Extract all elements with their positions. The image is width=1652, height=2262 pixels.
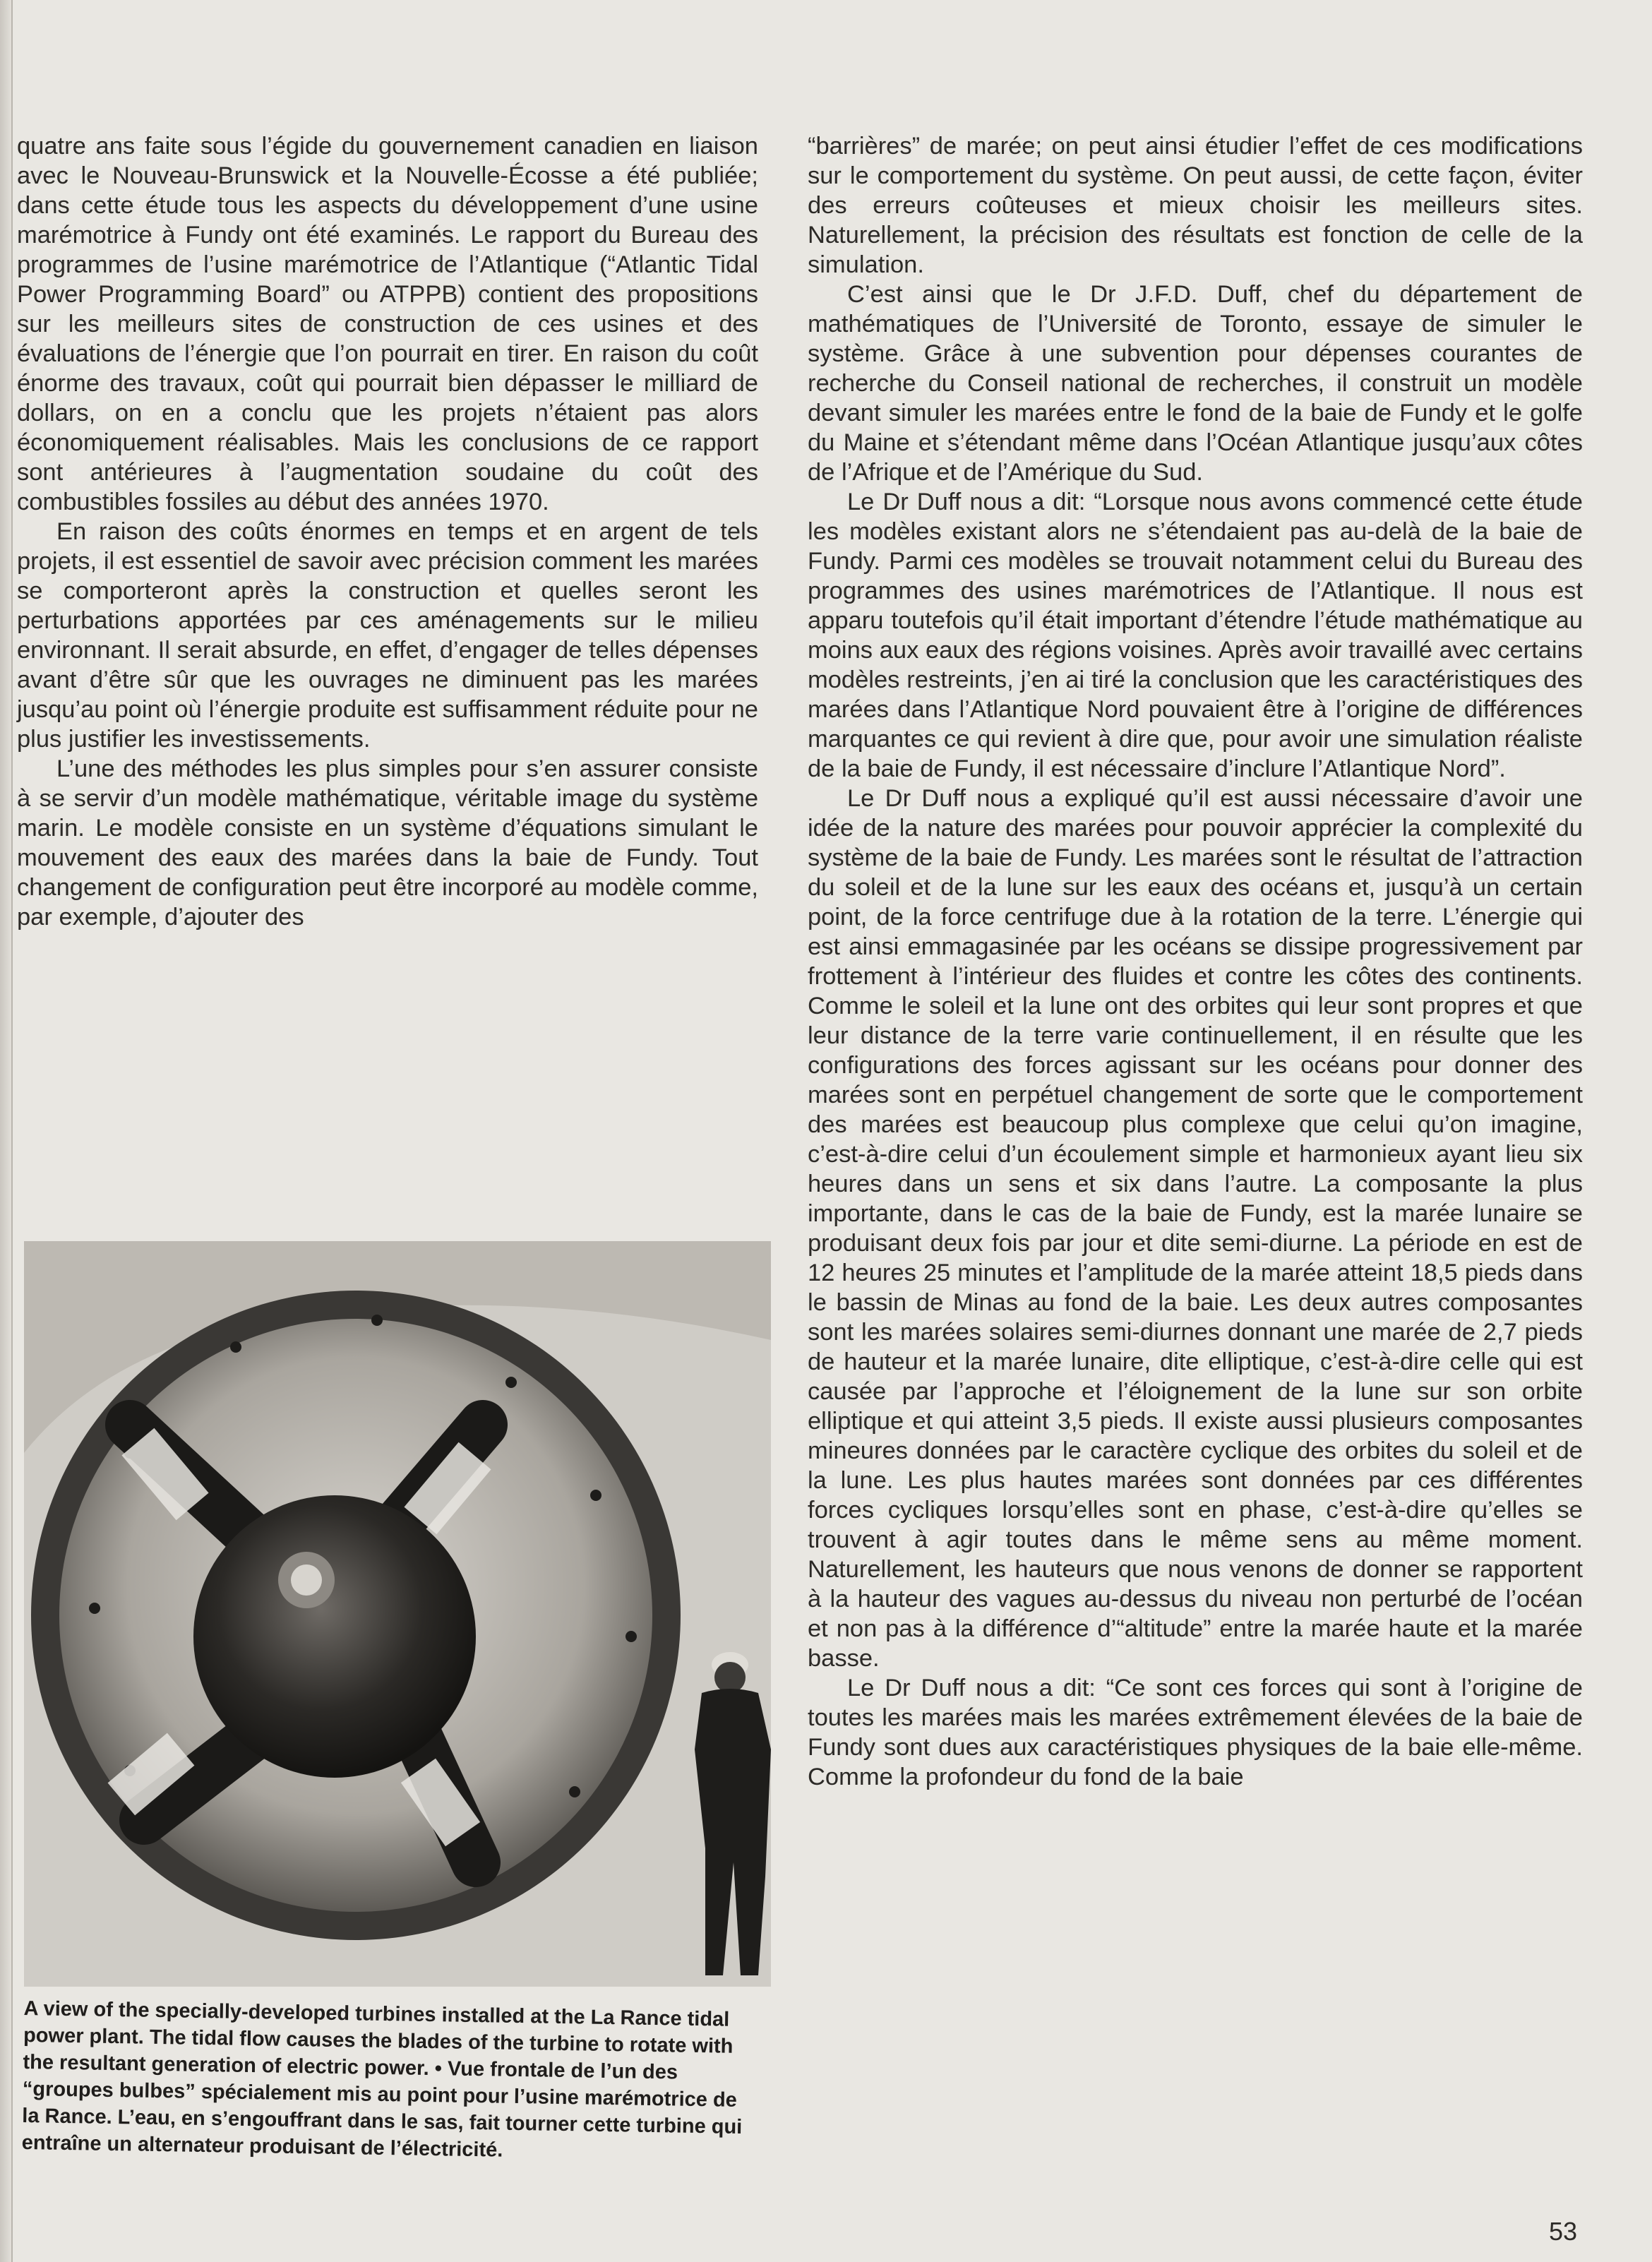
right-text-column	[808, 131, 1583, 1792]
photo-caption: A view of the specially-developed turbines installed at the La Rance tidal power plant. The tidal flow causes the blades of the turbine to rotate with the resultant generation of electric power. • Vue frontale de l’un des “groupes bulbes” spécialement mis au point pour l’usine marémotrice de la Rance. L’eau, en s’engouffrant dans le sas, fait tourner cette turbine qui entraîne un alternateur produisant de l’électricité.	[21, 1997, 743, 2162]
right-paragraph: C’est ainsi que le Dr J.F.D. Duff, chef du département de mathématiques de l’Université de Toronto, essaye de simuler le système. Grâce à une subvention pour dépenses courantes de recherche du Conseil national de recherches, il construit un modèle devant simuler les marées entre le fond de la baie de Fundy et le golfe du Maine et s’étendant même dans l’Océan Atlantique jusqu’aux côtes de l’Afrique et de l’Amérique du Sud.	[808, 281, 1583, 486]
right-paragraph: Le Dr Duff nous a expliqué qu’il est aussi nécessaire d’avoir une idée de la nature des marées pour pouvoir apprécier la complexité du système de la baie de Fundy. Les marées sont le résultat de l’attraction du soleil et de la lune sur les eaux des océans et, jusqu’à un certain point, de la force centrifuge due à la rotation de la terre. L’énergie qui est ainsi emmagasinée par les océans se dissipe progressivement par frottement à l’intérieur des fluides et contre les côtes des continents. Comme le soleil et la lune ont des orbites qui leur sont propres et que leur distance de la terre varie continuellement, il en résulte que les configurations des forces agissant sur les océans pour donner des marées sont en perpétuel changement de sorte que le comportement des marées est beaucoup plus complexe que celui qu’on imagine, c’est-à-dire celui d’un écoulement simple et harmonieux ayant lieu six heures dans un sens et six dans l’autre. La composante la plus importante, dans le cas de la baie de Fundy, est la marée lunaire se produisant deux fois par jour et dite semi-diurne. La période en est de 12 heures 25 minutes et l’amplitude de la marée atteint 18,5 pieds dans le bassin de Minas au fond de la baie. Les deux autres composantes sont les marées solaires semi-diurnes donnant une marée de 2,7 pieds de hauteur et la marée lunaire, dite elliptique, c’est-à-dire celle qui est causée par l’approche et l’éloignement de la lune sur son orbite elliptique et qui atteint 3,5 pieds. Il existe aussi plusieurs composantes mineures données par le caractère cyclique des orbites du soleil et de la lune. Les plus hautes marées sont données par ces différentes forces cycliques lorsqu’elles sont en phase, c’est-à-dire qu’elles se trouvent à agir toutes dans le même sens au même moment. Naturellement, les hauteurs que nous venons de donner se rapportent à la hauteur des vagues au-dessus du niveau non perturbé de l’océan et non pas à la différence d’“altitude” entre la marée haute et la marée basse.	[808, 785, 1583, 1672]
turbine-illustration	[24, 1241, 771, 1987]
left-text-column	[17, 131, 758, 932]
right-paragraph: “barrières” de marée; on peut ainsi étudier l’effet de ces modifications sur le comportement du système. On peut aussi, de cette façon, éviter des erreurs coûteuses et mieux choisir les meilleurs sites. Naturellement, la précision des résultats est fonction de celle de la simulation.	[808, 133, 1583, 278]
left-paragraph: En raison des coûts énormes en temps et en argent de tels projets, il est essentiel de savoir avec précision comment les marées se comporteront après la construction et quelles seront les perturbations apportées par ces aménagements sur le milieu environnant. Il serait absurde, en effet, d’engager de telles dépenses avant d’être sûr que les ouvrages ne diminuent pas les marées jusqu’au point où l’énergie produite est suffisamment réduite pour ne plus justifier les investissements.	[17, 518, 758, 753]
page-number: 53	[1548, 2217, 1577, 2246]
right-paragraph: Le Dr Duff nous a dit: “Ce sont ces forces qui sont à l’origine de toutes les marées mais les marées extrêmement élevées de la baie de Fundy sont dues aux caractéristiques physiques de la baie elle-même. Comme la profondeur du fond de la baie	[808, 1675, 1583, 1790]
left-paragraph: quatre ans faite sous l’égide du gouvernement canadien en liaison avec le Nouveau-Brunswick et la Nouvelle-Écosse a été publiée; dans cette étude tous les aspects du développement d’une usine marémotrice à Fundy ont été examinés. Le rapport du Bureau des programmes de l’usine marémotrice de l’Atlantique (“Atlantic Tidal Power Programming Board” ou ATPPB) contient des propositions sur les meilleurs sites de construction de ces usines et des évaluations de l’énergie que l’on pourrait en tirer. En raison du coût énorme des travaux, coût qui pourrait bien dépasser le milliard de dollars, on en a conclu que les projets n’étaient pas alors économiquement réalisables. Mais les conclusions de ce rapport sont antérieures à l’augmentation soudaine du coût des combustibles fossiles au début des années 1970.	[17, 133, 758, 515]
left-paragraph: L’une des méthodes les plus simples pour s’en assurer consiste à se servir d’un modèle mathématique, véritable image du système marin. Le modèle consiste en un système d’équations simulant le mouvement des eaux des marées dans la baie de Fundy. Tout changement de configuration peut être incorporé au modèle comme, par exemple, d’ajouter des	[17, 755, 758, 930]
turbine-photo	[24, 1241, 771, 1987]
right-paragraph: Le Dr Duff nous a dit: “Lorsque nous avons commencé cette étude les modèles existant alors ne s’étendaient pas au-delà de la baie de Fundy. Parmi ces modèles se trouvait notamment celui du Bureau des programmes des usines marémotrices de l’Atlantique. Il nous est apparu toutefois qu’il était important d’étendre l’étude mathématique au moins aux eaux des régions voisines. Après avoir travaillé avec certains modèles restreints, j’en ai tiré la conclusion que les caractéristiques des marées dans l’Atlantique Nord pouvaient être à l’origine de différences marquantes ce qui revient à dire que, pour avoir une simulation réaliste de la baie de Fundy, il est nécessaire d’inclure l’Atlantique Nord”.	[808, 489, 1583, 782]
binding-gutter	[0, 0, 13, 2262]
